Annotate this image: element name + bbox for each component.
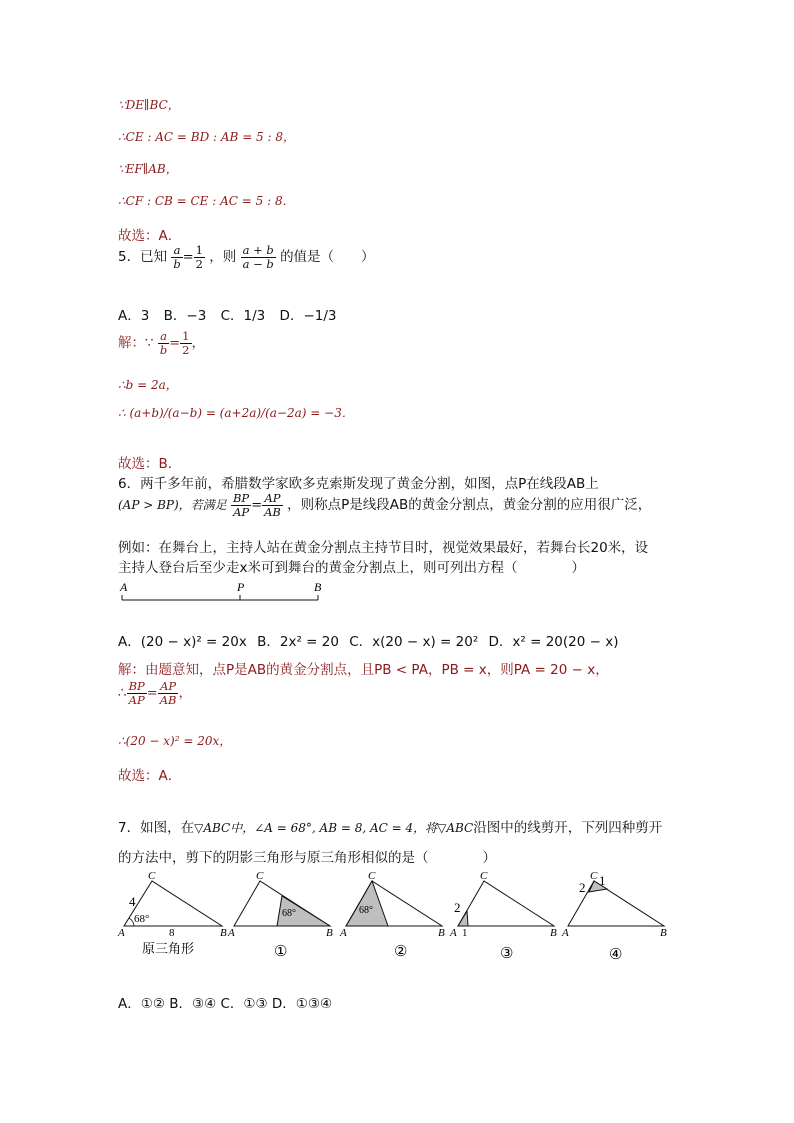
line-cf-ratio: ∴CF : CB = CE : AC = 5 : 8． bbox=[118, 194, 295, 208]
q7-line1: 7．如图，在▽ABC中，∠A = 68°, AB = 8, AC = 4，将▽ABC沿图中的线剪开，下列四种剪开 bbox=[118, 820, 663, 836]
svg-text:B: B bbox=[660, 927, 667, 939]
q7-options: A．①② B．③④ C．①③ D．①③④ bbox=[118, 996, 333, 1012]
q6-line4: 主持人登台后至少走x米可到舞台的黄金分割点上，则可列出方程（ ） bbox=[118, 560, 585, 576]
line-ce-ratio: ∴CE : AC = BD : AB = 5 : 8， bbox=[118, 130, 296, 144]
line-de-parallel-bc: ∵DE∥BC， bbox=[118, 98, 180, 112]
q6-options: A．(20 − x)² = 20x B．2x² = 20 C．x(20 − x) = 20² D．x² = 20(20 − x) bbox=[118, 634, 619, 650]
q6-line2: (AP > BP)，若满足 $\frac{BP}{AP}$ = $\frac{AP}{AB}$ ，则称点P是线段AB的黄金分割点，黄金分割的应用很广泛， bbox=[118, 491, 652, 520]
svg-text:68°: 68° bbox=[359, 905, 373, 916]
svg-text:C: C bbox=[368, 870, 376, 882]
figure-4 bbox=[561, 870, 667, 939]
svg-text:A: A bbox=[450, 927, 457, 939]
caption-4: ④ bbox=[609, 947, 623, 963]
svg-text:A: A bbox=[228, 927, 235, 939]
svg-text:C: C bbox=[480, 870, 488, 882]
svg-text:1: 1 bbox=[599, 873, 606, 888]
answer-q6: 故选：A． bbox=[118, 768, 182, 784]
q5-solution-b: ∴b = 2a， bbox=[118, 378, 178, 392]
svg-text:A: A bbox=[118, 927, 125, 939]
segment-ab-figure bbox=[118, 578, 328, 608]
caption-original: 原三角形 bbox=[142, 941, 195, 956]
q6-solution-3: ∴(20 − x)² = 20x， bbox=[118, 734, 232, 748]
svg-text:B: B bbox=[550, 927, 557, 939]
q5-solution-calc: ∴ (a+b)/(a−b) = (a+2a)/(a−2a) = −3． bbox=[118, 406, 354, 420]
figure-1 bbox=[227, 870, 333, 939]
figure-2 bbox=[339, 870, 445, 939]
svg-text:2: 2 bbox=[579, 880, 586, 895]
label-b: B bbox=[314, 580, 322, 594]
svg-text:C: C bbox=[148, 870, 156, 882]
caption-1: ① bbox=[274, 944, 288, 960]
svg-text:B: B bbox=[326, 927, 333, 939]
q7-line2: 的方法中，剪下的阴影三角形与原三角形相似的是（ ） bbox=[118, 850, 496, 866]
answer-q4: 故选：A． bbox=[118, 228, 182, 244]
svg-text:68°: 68° bbox=[134, 913, 150, 925]
svg-text:1: 1 bbox=[462, 927, 468, 939]
q6-solution-2: ∴ $\frac{BP}{AP}$ = $\frac{AP}{AB}$ ， bbox=[118, 679, 192, 708]
svg-text:C: C bbox=[590, 870, 598, 882]
svg-text:4: 4 bbox=[129, 894, 136, 909]
q5-solution-given: 解：∵ $\frac{a}{b}$ = $\frac{1}{2}$ ， bbox=[118, 329, 205, 358]
svg-text:A: A bbox=[340, 927, 347, 939]
q6-line3: 例如：在舞台上，主持人站在黄金分割点主持节目时，视觉效果最好，若舞台长20米，设 bbox=[118, 540, 649, 556]
answer-q5: 故选：B． bbox=[118, 456, 182, 472]
svg-text:B: B bbox=[220, 927, 227, 939]
svg-text:C: C bbox=[256, 870, 264, 882]
q5-options: A．3 B．−3 C．1/3 D．−1/3 bbox=[118, 308, 337, 324]
figure-3 bbox=[449, 870, 557, 939]
q6-line1: 6．两千多年前，希腊数学家欧多克索斯发现了黄金分割，如图，点P在线段AB上 bbox=[118, 476, 599, 492]
q6-solution-1: 解：由题意知，点P是AB的黄金分割点，且PB < PA，PB = x，则PA = 20 − x， bbox=[118, 662, 609, 678]
label-p: P bbox=[237, 580, 245, 594]
original-triangle bbox=[117, 870, 227, 939]
question-5: 5．已知 $\frac{a}{b}$ = $\frac{1}{2}$ ，则 $\frac{a + b}{a - b}$ 的值是（ ） bbox=[118, 243, 375, 272]
triangle-figures bbox=[112, 866, 682, 966]
label-a: A bbox=[120, 580, 128, 594]
caption-3: ③ bbox=[500, 946, 514, 962]
svg-text:A: A bbox=[562, 927, 569, 939]
line-ef-parallel-ab: ∵EF∥AB， bbox=[118, 162, 178, 176]
svg-text:8: 8 bbox=[169, 927, 175, 939]
svg-text:2: 2 bbox=[454, 900, 461, 915]
svg-text:B: B bbox=[438, 927, 445, 939]
svg-text:68°: 68° bbox=[282, 908, 296, 919]
caption-2: ② bbox=[394, 944, 408, 960]
